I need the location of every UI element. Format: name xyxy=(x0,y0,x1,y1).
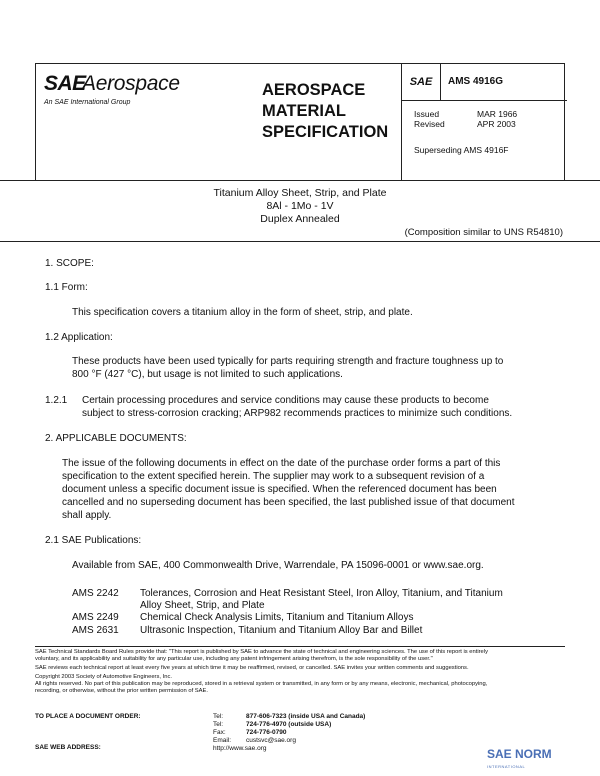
fine-print-line: All rights reserved. No part of this publication may be reproduced, stored in a retrieval system or transmitted, in any form or by any means, electronic, mechanical, photocopying, xyxy=(35,681,488,687)
documents-text-5: shall apply. xyxy=(62,510,112,521)
title-line-2: MATERIAL xyxy=(262,102,347,120)
reference-code: AMS 2249 xyxy=(72,612,119,623)
uns-composition-note: (Composition similar to UNS R54810) xyxy=(404,227,563,238)
contact-value: 724-776-0790 xyxy=(246,729,287,736)
contact-value: 724-776-4970 (outside USA) xyxy=(246,721,332,728)
spec-number-row xyxy=(402,64,567,101)
documents-text-2: specification to the extent specified herein. The supplier may work to a subsequent revision of a xyxy=(62,471,485,482)
section-scope-heading: 1. SCOPE: xyxy=(45,258,94,269)
small-sae-logo: SAE xyxy=(402,64,441,100)
material-title-box xyxy=(0,180,600,242)
issued-date: MAR 1966 xyxy=(477,109,518,119)
spec-info-panel xyxy=(401,64,567,181)
application-text-1: These products have been used typically for parts requiring strength and fracture toughness up to xyxy=(72,356,504,367)
issued-label: Issued xyxy=(414,109,440,119)
section-applicable-documents-heading: 2. APPLICABLE DOCUMENTS: xyxy=(45,433,187,444)
spec-type-title xyxy=(262,80,402,143)
fine-print-line: voluntary, and its applicability and suitability for any particular use, including any patent infringement arising therefrom, is the sole responsibility of the user." xyxy=(35,656,433,662)
logo-sae: SAE xyxy=(44,72,86,95)
order-label: TO PLACE A DOCUMENT ORDER: xyxy=(35,713,141,720)
reference-title: Tolerances, Corrosion and Heat Resistant Steel, Iron Alloy, Titanium, and Titanium xyxy=(140,588,503,599)
web-link[interactable]: http://www.sae.org xyxy=(213,745,267,752)
web-address-label: SAE WEB ADDRESS: xyxy=(35,744,101,751)
contact-label: Tel: xyxy=(213,713,224,720)
section-sae-publications-heading: 2.1 SAE Publications: xyxy=(45,535,142,546)
documents-text-1: The issue of the following documents in effect on the date of the purchase order forms a part of this xyxy=(62,458,501,469)
application-text-2: 800 °F (427 °C), but usage is not limited to such applications. xyxy=(72,369,343,380)
spec-header xyxy=(35,63,565,180)
reference-code: AMS 2242 xyxy=(72,588,119,599)
logo-tagline: An SAE International Group xyxy=(44,99,131,106)
reference-title: Chemical Check Analysis Limits, Titanium and Titanium Alloys xyxy=(140,612,414,623)
ams-number: AMS 4916G xyxy=(448,76,504,87)
revised-label: Revised xyxy=(414,119,445,129)
section-1-2-1-number: 1.2.1 xyxy=(45,395,68,406)
section-application-heading: 1.2 Application: xyxy=(45,332,113,343)
alloy-composition: 8Al - 1Mo - 1V xyxy=(266,200,334,212)
fine-print-line: SAE reviews each technical report at least every five years at which time it may be reaffirmed, revised, or cancelled. SAE invites your written comments and suggestions. xyxy=(35,665,469,671)
material-title: Titanium Alloy Sheet, Strip, and Plate xyxy=(213,187,387,199)
condition: Duplex Annealed xyxy=(260,213,340,225)
contact-label: Email: xyxy=(213,737,232,744)
divider xyxy=(35,646,565,647)
stress-corrosion-text-2: subject to stress-corrosion cracking; ARP982 recommends practices to minimize such conditions. xyxy=(82,408,513,419)
stress-corrosion-text-1: Certain processing procedures and service conditions may cause these products to become xyxy=(82,395,489,406)
contact-value: 877-606-7323 (inside USA and Canada) xyxy=(246,713,366,720)
sae-aerospace-logo xyxy=(44,72,234,112)
contact-label: Tel: xyxy=(213,721,224,728)
reference-code: AMS 2631 xyxy=(72,625,119,636)
title-line-3: SPECIFICATION xyxy=(262,123,389,141)
title-line-1: AEROSPACE xyxy=(262,81,366,99)
superseding-note: Superseding AMS 4916F xyxy=(414,145,509,155)
contact-label: Fax: xyxy=(213,729,226,736)
email-link[interactable]: custsvc@sae.org xyxy=(246,737,296,744)
documents-text-3: document unless a specific document issue is specified. When the referenced document has been xyxy=(62,484,497,495)
section-form-heading: 1.1 Form: xyxy=(45,282,88,293)
fine-print-line: SAE Technical Standards Board Rules provide that: "This report is published by SAE to advance the state of technical and engineering sciences. The use of this report is entirely xyxy=(35,649,488,655)
logo-aerospace: Aerospace xyxy=(82,72,180,95)
form-text: This specification covers a titanium alloy in the form of sheet, strip, and plate. xyxy=(72,307,413,318)
documents-text-4: cancelled and no superseding document has been specified, the last published issue of that document xyxy=(62,497,515,508)
sae-norm-logo xyxy=(487,744,587,770)
reference-title-cont: Alloy Sheet, Strip, and Plate xyxy=(140,600,265,611)
fine-print-line: recording, or otherwise, without the prior written permission of SAE. xyxy=(35,688,209,694)
brand-subtitle: INTERNATIONAL xyxy=(487,764,526,769)
copyright-line: Copyright 2003 Society of Automotive Engineers, Inc. xyxy=(35,674,172,680)
reference-title: Ultrasonic Inspection, Titanium and Titanium Alloy Bar and Billet xyxy=(140,625,423,636)
sae-address-text: Available from SAE, 400 Commonwealth Drive, Warrendale, PA 15096-0001 or www.sae.org. xyxy=(72,560,484,571)
brand-norm-text: SAE NORM xyxy=(487,747,552,761)
revised-date: APR 2003 xyxy=(477,119,516,129)
